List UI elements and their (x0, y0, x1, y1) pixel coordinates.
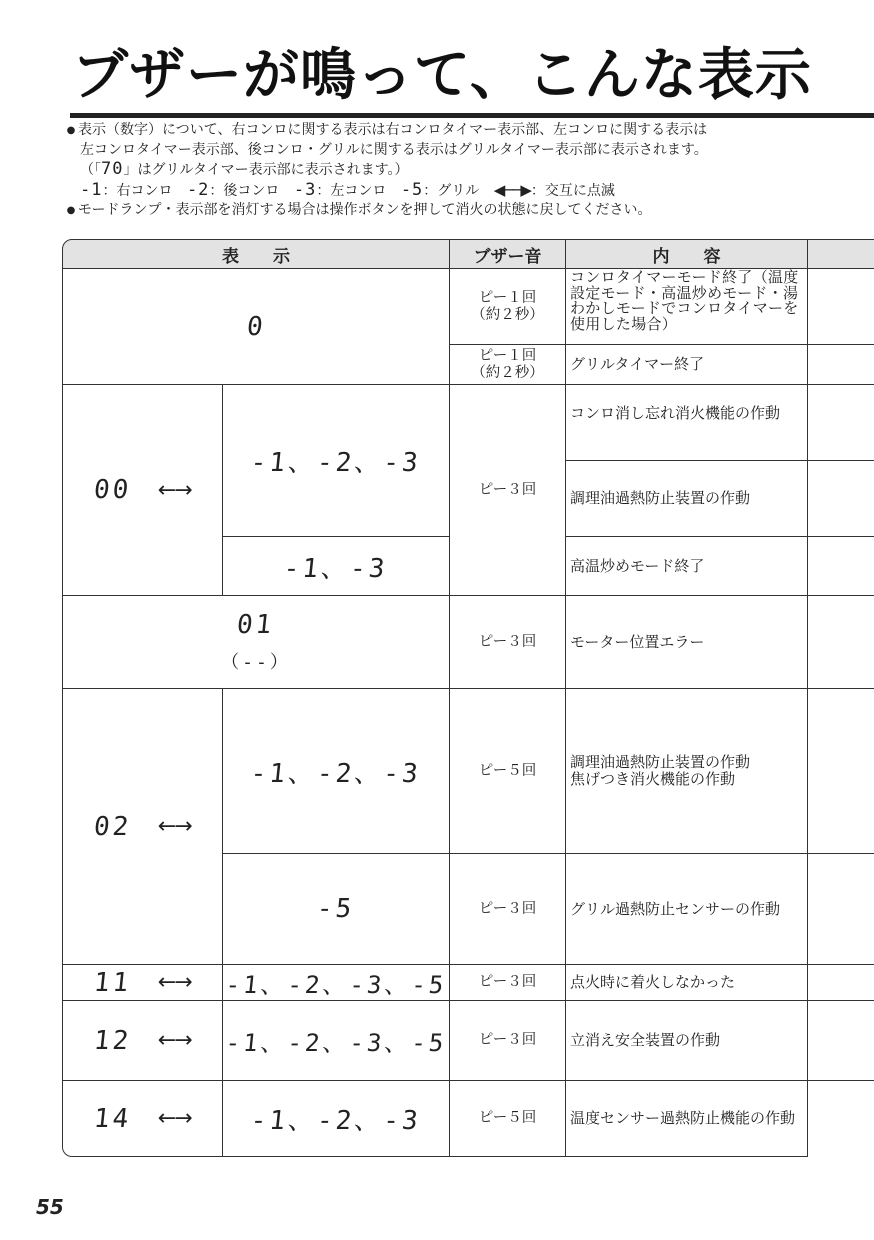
buzzer-text: ピー１回 (478, 289, 537, 306)
note-line-2: 左コンロタイマー表示部、後コンロ・グリルに関する表示はグリルタイマー表示部に表示されます。 (80, 141, 708, 158)
buzzer-cell (450, 269, 566, 345)
note-line-5 (64, 201, 864, 221)
error-display-table (62, 239, 874, 1157)
note-line-3 (64, 160, 864, 181)
display-cell (223, 537, 450, 596)
code-cell (62, 689, 223, 965)
display-cell (223, 689, 450, 854)
buzzer-duration: （約２秒） (471, 364, 544, 381)
description-cell: 高温炒めモード終了 (566, 537, 808, 596)
description-cell: 立消え安全装置の作動 (566, 1001, 808, 1081)
double-arrow-icon: ←→ (157, 1028, 191, 1053)
lcd-code: 11 (92, 967, 134, 998)
description-line: 調理油過熱防止装置の作動 (570, 753, 751, 771)
buzzer-cell: ピー３回 (450, 854, 566, 965)
buzzer-cell: ピー３回 (450, 965, 566, 1001)
legend-arrow-label: ：交互に点滅 (530, 182, 615, 199)
code-cell (62, 965, 223, 1001)
extra-cell (808, 537, 874, 596)
extra-cell (808, 596, 874, 689)
buzzer-cell: ピー５回 (450, 689, 566, 854)
note-code-70: 70 (101, 159, 124, 179)
extra-cell (808, 461, 874, 537)
extra-cell (808, 1081, 874, 1157)
code-cell (62, 1001, 223, 1081)
bullet-icon: ● (66, 205, 76, 216)
double-arrow-icon: ←→ (157, 970, 191, 995)
code-cell (62, 1081, 223, 1157)
description-cell (566, 689, 808, 854)
lcd-code: 12 (92, 1025, 134, 1056)
extra-cell (808, 965, 874, 1001)
lcd-burners: -1、-2、-3 (249, 1106, 423, 1136)
legend-code: -2 (186, 179, 210, 200)
extra-cell (808, 854, 874, 965)
lcd-burners: -1、-3 (282, 553, 390, 584)
lcd-burners: -5 (315, 894, 357, 924)
header-content: 内 容 (566, 239, 808, 269)
extra-cell (808, 689, 874, 854)
legend-code: -3 (293, 179, 317, 200)
lcd-code: 00 (92, 475, 134, 505)
lcd-code: 02 (92, 811, 134, 842)
lcd-code: 14 (92, 1103, 134, 1134)
buzzer-cell: ピー３回 (450, 1001, 566, 1081)
code-cell (62, 385, 223, 596)
legend-item (400, 179, 480, 200)
code-cell (62, 596, 450, 689)
legend-item (293, 179, 387, 200)
display-cell (223, 854, 450, 965)
extra-cell (808, 345, 874, 385)
table-row (62, 596, 874, 689)
note-text-3-open: （「 (80, 162, 101, 178)
display-cell (223, 385, 450, 537)
legend-label: ：右コンロ (102, 182, 173, 199)
note-text-1: 表示（数字）について、右コンロに関する表示は右コンロタイマー表示部、左コンロに関する表示は (78, 122, 708, 138)
header-display: 表 示 (62, 239, 450, 269)
description-cell: グリルタイマー終了 (566, 345, 808, 385)
double-arrow-icon: ◀──▶ (493, 180, 531, 199)
note-text-5: モードランプ・表示部を消灯する場合は操作ボタンを押して消火の状態に戻してください。 (78, 202, 652, 218)
table-row (62, 1081, 874, 1157)
code-cell (62, 269, 450, 385)
lcd-burners: -1、-2、-3 (249, 758, 423, 789)
description-line: 焦げつき消火機能の作動 (570, 770, 736, 788)
buzzer-cell: ピー５回 (450, 1081, 566, 1157)
double-arrow-icon: ←→ (157, 477, 191, 503)
page-number: 55 (36, 1195, 64, 1219)
table-header-row (62, 239, 874, 269)
lcd-sub: （--） (221, 652, 291, 673)
lcd-code: 01 (235, 610, 277, 640)
table-row (62, 385, 874, 461)
buzzer-cell: ピー３回 (450, 385, 566, 596)
header-extra (808, 239, 874, 269)
description-cell: 点火時に着火しなかった (566, 965, 808, 1001)
title-underline (70, 113, 874, 118)
note-line-1 (64, 121, 864, 141)
double-arrow-icon: ←→ (157, 1106, 191, 1131)
buzzer-text: ピー１回 (478, 347, 537, 364)
table-row (62, 965, 874, 1001)
lcd-code: 0 (245, 311, 267, 342)
description-cell: 調理油過熱防止装置の作動 (566, 461, 808, 537)
buzzer-duration: （約２秒） (471, 306, 544, 323)
legend-item (186, 179, 280, 200)
double-arrow-icon: ←→ (157, 814, 191, 839)
legend-label: ：後コンロ (209, 182, 280, 199)
bullet-icon: ● (66, 125, 76, 136)
table-row (62, 269, 874, 345)
page-title: ブザーが鳴って、こんな表示 (72, 43, 812, 108)
buzzer-cell: ピー３回 (450, 596, 566, 689)
table-row (62, 1001, 874, 1081)
display-cell (223, 965, 450, 1001)
lcd-burners: -1、-2、-3 (249, 448, 423, 478)
notes (64, 121, 864, 221)
note-text-3: 」はグリルタイマー表示部に表示されます。） (123, 162, 409, 178)
extra-cell (808, 385, 874, 461)
table-row (62, 689, 874, 854)
lcd-burners: -1、-2、-3、-5 (223, 1029, 448, 1057)
header-buzzer: ブザー音 (450, 239, 566, 269)
description-cell: コンロ消し忘れ消火機能の作動 (566, 385, 808, 461)
legend-line (64, 181, 864, 202)
legend-label: ：左コンロ (316, 182, 387, 199)
extra-cell (808, 269, 874, 345)
lcd-burners: -1、-2、-3、-5 (223, 971, 448, 999)
description-cell: グリル過熱防止センサーの作動 (566, 854, 808, 965)
legend-code: -5 (400, 179, 424, 200)
legend-label: ：グリル (423, 182, 480, 199)
buzzer-cell (450, 345, 566, 385)
description-cell: コンロタイマーモード終了（温度設定モード・高温炒めモード・湯わかしモードでコンロタイマーを使用した場合） (566, 269, 808, 345)
legend-item (80, 179, 173, 200)
legend-code: -1 (80, 179, 103, 200)
display-cell (223, 1081, 450, 1157)
extra-cell (808, 1001, 874, 1081)
description-cell: 温度センサー過熱防止機能の作動 (566, 1081, 808, 1157)
description-cell: モーター位置エラー (566, 596, 808, 689)
display-cell (223, 1001, 450, 1081)
